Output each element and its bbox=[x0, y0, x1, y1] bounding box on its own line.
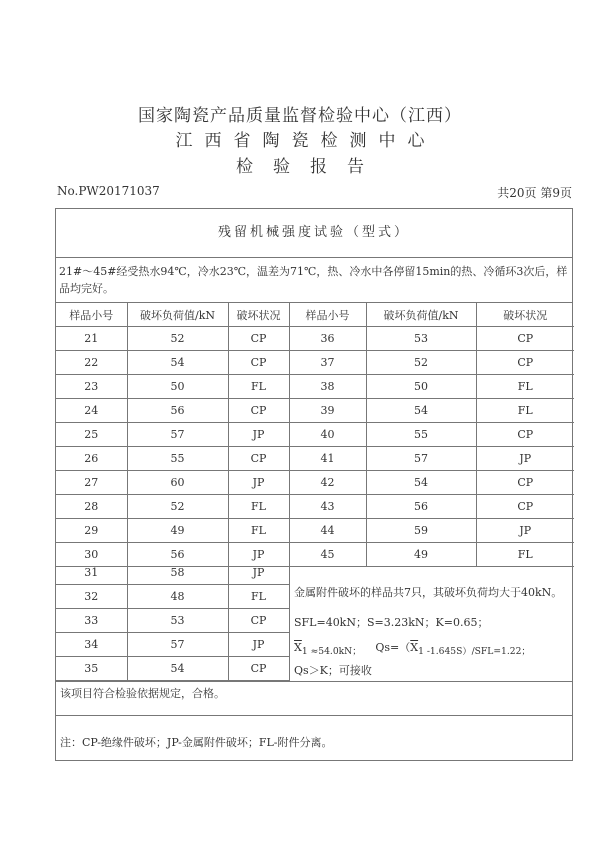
table-cell: 54 bbox=[127, 351, 228, 375]
table-cell: 44 bbox=[289, 519, 366, 543]
table-cell: 54 bbox=[127, 657, 228, 681]
table-cell: CP bbox=[476, 471, 574, 495]
table-cell: 38 bbox=[289, 375, 366, 399]
table-cell: 49 bbox=[366, 543, 476, 567]
table-cell: 57 bbox=[366, 447, 476, 471]
table-cell: CP bbox=[476, 327, 574, 351]
summary-line: Qs＞K；可接收 bbox=[294, 664, 372, 677]
table-cell: 30 bbox=[56, 543, 127, 567]
table-cell: FL bbox=[476, 399, 574, 423]
table-cell: 56 bbox=[127, 399, 228, 423]
table-cell: 33 bbox=[56, 609, 127, 633]
table-cell: 52 bbox=[127, 327, 228, 351]
table-cell: JP bbox=[228, 423, 289, 447]
table-cell: 57 bbox=[127, 633, 228, 657]
table-cell: FL bbox=[228, 495, 289, 519]
table-cell: 42 bbox=[289, 471, 366, 495]
table-cell: 32 bbox=[56, 585, 127, 609]
table-cell: 55 bbox=[366, 423, 476, 447]
table-cell: JP bbox=[228, 543, 289, 567]
conclusion: 该项目符合检验依据规定，合格。 bbox=[56, 681, 572, 716]
table-cell: FL bbox=[476, 375, 574, 399]
table-cell: JP bbox=[228, 471, 289, 495]
col-header: 破坏负荷值/kN bbox=[127, 303, 228, 327]
table-row bbox=[56, 471, 574, 495]
table-cell: 39 bbox=[289, 399, 366, 423]
col-header: 破坏状况 bbox=[476, 303, 574, 327]
summary-line bbox=[294, 639, 531, 657]
table-cell: JP bbox=[476, 447, 574, 471]
report-title: 检验报告 bbox=[236, 157, 384, 177]
table-cell: CP bbox=[228, 657, 289, 681]
report-number: No.PW20171037 bbox=[57, 184, 160, 198]
table-row bbox=[56, 327, 574, 351]
table-cell: 34 bbox=[56, 633, 127, 657]
table-row bbox=[56, 375, 574, 399]
table-row bbox=[56, 585, 289, 609]
table-cell: CP bbox=[228, 609, 289, 633]
table-cell: 43 bbox=[289, 495, 366, 519]
table-cell: 31 bbox=[56, 561, 127, 585]
table-cell: JP bbox=[228, 561, 289, 585]
qs-formula-rest: 1 -1.645S）/SFL=1.22； bbox=[418, 646, 531, 658]
table-cell: FL bbox=[228, 585, 289, 609]
table-row bbox=[56, 657, 289, 681]
table-cell: CP bbox=[476, 495, 574, 519]
report-table bbox=[55, 208, 573, 761]
table-cell: 52 bbox=[127, 495, 228, 519]
table-cell: 48 bbox=[127, 585, 228, 609]
table-header-row bbox=[56, 303, 574, 327]
table-cell: CP bbox=[476, 351, 574, 375]
table-row bbox=[56, 423, 574, 447]
table-row bbox=[56, 351, 574, 375]
table-cell: 49 bbox=[127, 519, 228, 543]
lower-results-table bbox=[56, 561, 290, 681]
table-cell: 57 bbox=[127, 423, 228, 447]
table-cell: CP bbox=[476, 423, 574, 447]
table-cell: 54 bbox=[366, 471, 476, 495]
table-cell: FL bbox=[228, 519, 289, 543]
table-cell: 24 bbox=[56, 399, 127, 423]
table-row bbox=[56, 561, 289, 585]
test-condition: 21#～45#经受热水94℃，冷水23℃，温差为71℃，热、冷水中各停留15min的热、冷循环3次后，样品均完好。 bbox=[56, 257, 572, 303]
table-cell: 54 bbox=[366, 399, 476, 423]
table-cell: 59 bbox=[366, 519, 476, 543]
summary-line: 金属附件破坏的样品共7只，其破坏负荷均大于40kN。 bbox=[294, 586, 563, 599]
table-cell: CP bbox=[228, 447, 289, 471]
table-cell: 25 bbox=[56, 423, 127, 447]
table-cell: JP bbox=[476, 519, 574, 543]
mean-subscript: 1 ≈54.0kN； bbox=[301, 646, 362, 658]
table-cell: 56 bbox=[366, 495, 476, 519]
lab-name: 国家陶瓷产品质量监督检验中心（江西） bbox=[138, 106, 462, 126]
table-row bbox=[56, 609, 289, 633]
table-row bbox=[56, 633, 289, 657]
mean-symbol: $\overline{X}$ bbox=[410, 641, 419, 654]
table-cell: 37 bbox=[289, 351, 366, 375]
summary-block bbox=[289, 561, 574, 681]
table-cell: 29 bbox=[56, 519, 127, 543]
table-cell: FL bbox=[228, 375, 289, 399]
summary-line: SFL=40kN；S=3.23kN；K=0.65； bbox=[294, 616, 489, 629]
table-cell: 21 bbox=[56, 327, 127, 351]
table-cell: 45 bbox=[289, 543, 366, 567]
table-cell: JP bbox=[228, 633, 289, 657]
col-header: 破坏负荷值/kN bbox=[366, 303, 476, 327]
table-cell: 26 bbox=[56, 447, 127, 471]
table-row bbox=[56, 495, 574, 519]
table-cell: 58 bbox=[127, 561, 228, 585]
table-cell: 27 bbox=[56, 471, 127, 495]
col-header: 破坏状况 bbox=[228, 303, 289, 327]
table-cell: 36 bbox=[289, 327, 366, 351]
table-cell: 60 bbox=[127, 471, 228, 495]
table-cell: 22 bbox=[56, 351, 127, 375]
table-row bbox=[56, 447, 574, 471]
test-title: 残留机械强度试验（型式） bbox=[56, 209, 572, 258]
col-header: 样品小号 bbox=[56, 303, 127, 327]
table-cell: 50 bbox=[127, 375, 228, 399]
table-cell: CP bbox=[228, 351, 289, 375]
mean-symbol: $\overline{X}$ bbox=[294, 641, 302, 654]
center-name: 江西省陶瓷检测中心 bbox=[175, 131, 437, 151]
table-cell: 23 bbox=[56, 375, 127, 399]
table-cell: 53 bbox=[366, 327, 476, 351]
table-cell: 35 bbox=[56, 657, 127, 681]
qs-formula-label: Qs=（ bbox=[375, 641, 411, 654]
table-cell: CP bbox=[228, 399, 289, 423]
col-header: 样品小号 bbox=[289, 303, 366, 327]
table-cell: CP bbox=[228, 327, 289, 351]
table-cell: 50 bbox=[366, 375, 476, 399]
table-cell: 28 bbox=[56, 495, 127, 519]
table-cell: 56 bbox=[127, 543, 228, 567]
table-cell: 52 bbox=[366, 351, 476, 375]
table-cell: FL bbox=[476, 543, 574, 567]
table-cell: 53 bbox=[127, 609, 228, 633]
table-cell: 55 bbox=[127, 447, 228, 471]
table-row bbox=[56, 399, 574, 423]
table-cell: 40 bbox=[289, 423, 366, 447]
results-table bbox=[56, 303, 574, 567]
table-row bbox=[56, 519, 574, 543]
table-cell: 41 bbox=[289, 447, 366, 471]
footnote: 注：CP-绝缘件破坏；JP-金属附件破坏；FL-附件分离。 bbox=[60, 736, 333, 749]
page-info: 共20页 第9页 bbox=[497, 186, 572, 200]
